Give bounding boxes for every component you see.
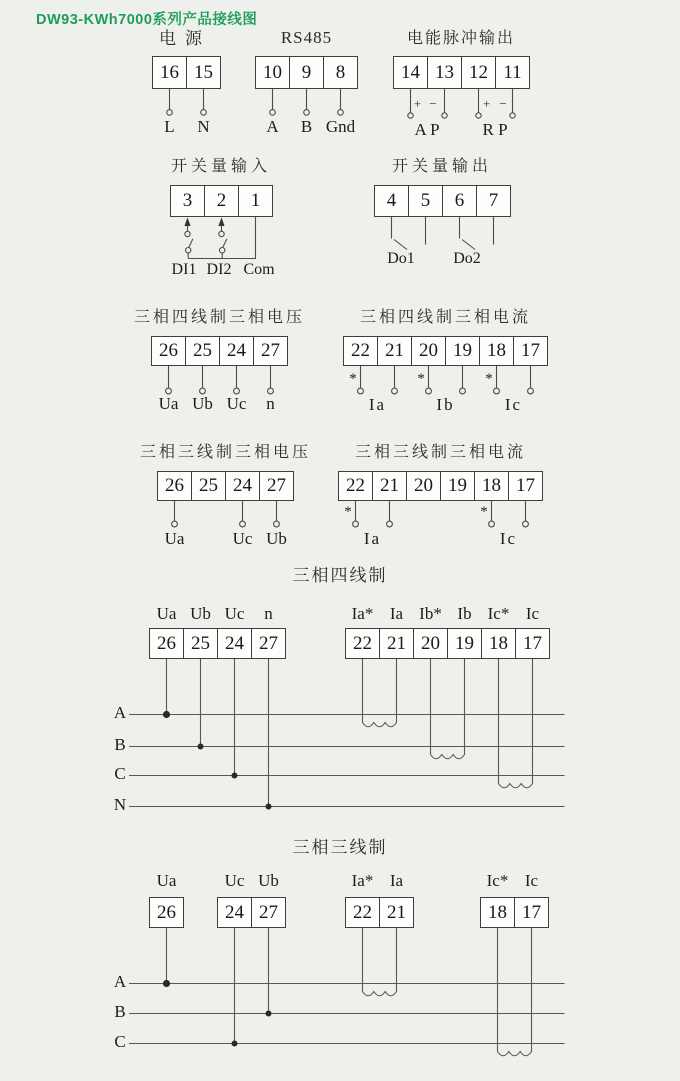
terminal-27: 27 [259, 471, 294, 501]
w4-label-ia: Ia [389, 604, 404, 623]
terminal-block-v3 [157, 471, 294, 501]
section-title-v4: 三相四线制三相电压 [133, 309, 305, 326]
terminal-19: 19 [447, 628, 482, 659]
terminal-25: 25 [191, 471, 226, 501]
terminal-block-w4-voltage [149, 628, 286, 659]
terminal-24: 24 [225, 471, 260, 501]
terminal-17: 17 [508, 471, 543, 501]
terminal-26: 26 [157, 471, 192, 501]
rs485-leads [270, 89, 344, 115]
w4-label-n: n [264, 604, 273, 623]
terminal-26: 26 [151, 336, 186, 366]
terminal-21: 21 [379, 897, 414, 928]
ct-star: * [344, 504, 352, 520]
section-title-wiring4: 三相四线制 [292, 566, 388, 585]
pin-label-l: L [164, 117, 175, 136]
voltage-4wire-leads [166, 366, 274, 394]
pin-label-ap: A P [414, 120, 440, 139]
terminal-10: 10 [255, 56, 290, 89]
terminal-24: 24 [217, 628, 252, 659]
terminal-3: 3 [170, 185, 205, 217]
w3-label-ua: Ua [156, 871, 177, 890]
terminal-21: 21 [379, 628, 414, 659]
w4-label-ic-star: Ic* [487, 604, 510, 623]
terminal-27: 27 [251, 897, 286, 928]
terminal-7: 7 [476, 185, 511, 217]
pin-label-ub: Ub [192, 394, 213, 413]
three-phase-four-wire-wiring [129, 659, 565, 810]
w3-label-ub: Ub [258, 871, 279, 890]
terminal-block-power [152, 56, 221, 89]
bus-label-b: B [114, 1002, 126, 1021]
section-title-power: 电源 [159, 29, 211, 48]
section-title-v3: 三相三线制三相电压 [139, 444, 311, 461]
section-title-digital-out: 开关量输出 [391, 158, 492, 175]
terminal-block-w4-current [345, 628, 550, 659]
terminal-block-i4 [343, 336, 548, 366]
terminal-19: 19 [440, 471, 475, 501]
bus-label-n: N [113, 795, 127, 814]
pulse-minus-sign: − [429, 96, 437, 111]
terminal-8: 8 [323, 56, 358, 89]
terminal-20: 20 [406, 471, 441, 501]
terminal-26: 26 [149, 628, 184, 659]
bus-label-c: C [114, 1032, 126, 1051]
terminal-11: 11 [495, 56, 530, 89]
terminal-17: 17 [514, 897, 549, 928]
terminal-block-rs485 [255, 56, 358, 89]
pin-label-ib: Ib [436, 395, 455, 414]
pin-label-ic: Ic [499, 529, 518, 548]
terminal-25: 25 [183, 628, 218, 659]
ct-star: * [485, 371, 493, 387]
pin-label-gnd: Gnd [325, 117, 356, 136]
w3-label-uc: Uc [224, 871, 245, 890]
terminal-19: 19 [445, 336, 480, 366]
terminal-27: 27 [253, 336, 288, 366]
voltage-3wire-leads [172, 501, 280, 527]
current-4wire-leads [358, 366, 534, 394]
w3-label-ic-star: Ic* [486, 871, 509, 890]
pin-label-b: B [300, 117, 313, 136]
digital-output-wiring [392, 217, 494, 250]
w4-label-ib: Ib [457, 604, 472, 623]
current-3wire-leads [353, 501, 529, 527]
terminal-22: 22 [345, 897, 380, 928]
pin-label-rp: R P [482, 120, 508, 139]
section-title-i4: 三相四线制三相电流 [359, 309, 531, 326]
section-title-i3: 三相三线制三相电流 [354, 444, 526, 461]
pulse-minus-sign: − [499, 96, 507, 111]
pin-label-uc: Uc [232, 529, 253, 548]
terminal-5: 5 [408, 185, 443, 217]
terminal-24: 24 [217, 897, 252, 928]
pin-label-ub: Ub [266, 529, 287, 548]
pin-label-ia: Ia [363, 529, 382, 548]
terminal-block-v4 [151, 336, 288, 366]
bus-label-c: C [114, 764, 126, 783]
terminal-9: 9 [289, 56, 324, 89]
terminal-21: 21 [377, 336, 412, 366]
pin-label-uc: Uc [226, 394, 247, 413]
pin-label-ia: Ia [368, 395, 387, 414]
w4-label-ic: Ic [525, 604, 540, 623]
pin-label-com: Com [243, 261, 275, 278]
terminal-27: 27 [251, 628, 286, 659]
pin-label-ua: Ua [164, 529, 185, 548]
terminal-block-pulse [393, 56, 530, 89]
pin-label-n: N [197, 117, 210, 136]
terminal-22: 22 [345, 628, 380, 659]
terminal-24: 24 [219, 336, 254, 366]
terminal-block-w3-ic [480, 897, 549, 928]
terminal-17: 17 [513, 336, 548, 366]
section-title-wiring3: 三相三线制 [292, 838, 388, 857]
terminal-block-i3 [338, 471, 543, 501]
w4-label-ub: Ub [190, 604, 211, 623]
w4-label-ia-star: Ia* [351, 604, 374, 623]
three-phase-three-wire-wiring [129, 928, 565, 1056]
pin-label-do1: Do1 [387, 250, 415, 267]
bus-label-a: A [113, 972, 127, 991]
terminal-6: 6 [442, 185, 477, 217]
terminal-20: 20 [411, 336, 446, 366]
pin-label-un: n [266, 394, 275, 413]
bus-label-a: A [113, 703, 127, 722]
terminal-12: 12 [461, 56, 496, 89]
pin-label-di2: DI2 [206, 261, 232, 278]
section-title-digital-in: 开关量输入 [170, 158, 271, 175]
terminal-2: 2 [204, 185, 239, 217]
pin-label-ic: Ic [504, 395, 523, 414]
terminal-14: 14 [393, 56, 428, 89]
terminal-18: 18 [479, 336, 514, 366]
pin-label-do2: Do2 [453, 250, 481, 267]
w4-label-ua: Ua [156, 604, 177, 623]
terminal-18: 18 [481, 628, 516, 659]
terminal-block-w3-ucub [217, 897, 286, 928]
w3-label-ia-star: Ia* [351, 871, 374, 890]
terminal-25: 25 [185, 336, 220, 366]
pulse-plus-sign: + [482, 96, 491, 111]
terminal-18: 18 [480, 897, 515, 928]
section-title-pulse: 电能脉冲输出 [406, 30, 515, 47]
section-title-rs485: RS485 [280, 28, 333, 47]
digital-input-wiring [184, 217, 255, 259]
ct-star: * [349, 371, 357, 387]
w4-label-uc: Uc [224, 604, 245, 623]
terminal-block-w3-ua [149, 897, 184, 928]
w3-label-ia: Ia [389, 871, 404, 890]
terminal-15: 15 [186, 56, 221, 89]
w4-label-ib-star: Ib* [419, 604, 442, 623]
terminal-16: 16 [152, 56, 187, 89]
terminal-block-digital-out [374, 185, 511, 217]
pulse-plus-sign: + [413, 96, 422, 111]
terminal-block-digital-in [170, 185, 273, 217]
ct-star: * [417, 371, 425, 387]
pin-label-a: A [266, 117, 279, 136]
power-leads [167, 89, 207, 115]
w3-label-ic: Ic [524, 871, 539, 890]
terminal-26: 26 [149, 897, 184, 928]
terminal-4: 4 [374, 185, 409, 217]
terminal-22: 22 [338, 471, 373, 501]
terminal-13: 13 [427, 56, 462, 89]
terminal-22: 22 [343, 336, 378, 366]
terminal-20: 20 [413, 628, 448, 659]
ct-star: * [480, 504, 488, 520]
terminal-block-w3-ia [345, 897, 414, 928]
terminal-1: 1 [238, 185, 273, 217]
pin-label-ua: Ua [158, 394, 179, 413]
pin-label-di1: DI1 [171, 261, 197, 278]
terminal-17: 17 [515, 628, 550, 659]
terminal-21: 21 [372, 471, 407, 501]
page-title: DW93-KWh7000系列产品接线图 [36, 12, 258, 28]
terminal-18: 18 [474, 471, 509, 501]
bus-label-b: B [114, 735, 126, 754]
